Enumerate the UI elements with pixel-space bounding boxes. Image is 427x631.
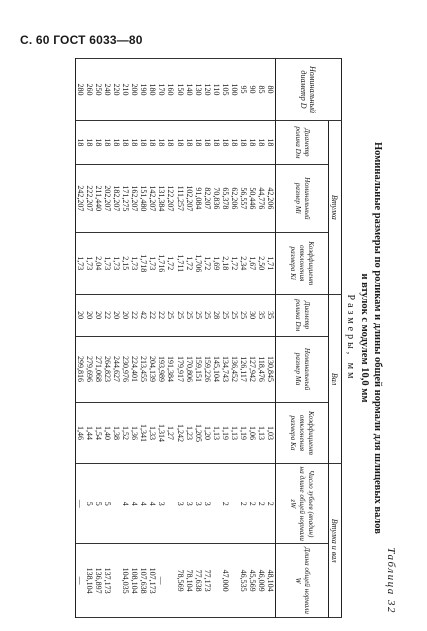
table-cell: 5 <box>103 464 112 544</box>
table-cell: 244,627 <box>112 336 121 402</box>
table-cell: 50,446 <box>248 164 257 232</box>
table-cell: 1,73 <box>130 232 139 294</box>
table-cell: 77,173 <box>203 544 212 618</box>
table-cell: 1,73 <box>85 232 94 294</box>
table-cell: 78,569 <box>175 544 184 618</box>
table-cell: 242,207 <box>75 164 85 232</box>
table-cell <box>212 544 221 618</box>
table-cell: 18 <box>148 120 157 164</box>
table-row <box>75 59 85 618</box>
table-cell: 151,480 <box>139 164 148 232</box>
table-cell: 82,207 <box>203 164 212 232</box>
table-cell: 1,706 <box>194 232 203 294</box>
col-normal-length: Длина общей нормали W <box>276 544 329 618</box>
col-coef-shaft: Коэффициент отклонения размера Ka <box>276 402 329 464</box>
table-cell: 1,36 <box>130 402 139 464</box>
col-roller-d-shaft: Диаметр ролика Dм <box>276 294 329 336</box>
table-cell: 1,72 <box>203 232 212 294</box>
table-cell: 18 <box>85 120 94 164</box>
table-cell: 1,19 <box>221 402 230 464</box>
table-cell: 18 <box>248 120 257 164</box>
table-cell: 134,743 <box>221 336 230 402</box>
table-cell: 1,13 <box>212 402 221 464</box>
table-cell: 5 <box>94 464 103 544</box>
table-row <box>203 59 212 618</box>
table-cell: 80 <box>266 59 276 121</box>
table-cell: 150 <box>175 59 184 121</box>
table-cell: 104,035 <box>121 544 130 618</box>
table-row <box>266 59 276 618</box>
table-cell: 18 <box>230 120 239 164</box>
table-cell: 107,638 <box>139 544 148 618</box>
table-cell: 1,23 <box>185 402 194 464</box>
dimensions-table <box>75 58 342 618</box>
table-cell: 1,72 <box>185 232 194 294</box>
table-cell: 20 <box>112 294 121 336</box>
table-cell: 126,117 <box>239 336 248 402</box>
table-cell: 44,776 <box>257 164 266 232</box>
table-cell: 1,33 <box>148 402 157 464</box>
table-row <box>194 59 203 618</box>
table-cell: 18 <box>103 120 112 164</box>
table-row <box>157 59 166 618</box>
table-cell: 2 <box>266 464 276 544</box>
table-cell: 18 <box>221 120 230 164</box>
table-cell: 220 <box>112 59 121 121</box>
table-row <box>166 59 175 618</box>
table-row <box>175 59 184 618</box>
table-cell: 159,226 <box>203 336 212 402</box>
table-cell <box>112 544 121 618</box>
table-cell: 131,384 <box>157 164 166 232</box>
table-cell: 140 <box>185 59 194 121</box>
table-cell: 18 <box>94 120 103 164</box>
table-cell: 145,104 <box>212 336 221 402</box>
table-cell: 62,206 <box>230 164 239 232</box>
table-cell: 1,13 <box>257 402 266 464</box>
table-cell: 2,34 <box>239 232 248 294</box>
table-cell: 20 <box>75 294 85 336</box>
table-cell: 2,50 <box>257 232 266 294</box>
table-cell: 136,452 <box>230 336 239 402</box>
table-cell: 18 <box>130 120 139 164</box>
table-cell: — <box>75 464 85 544</box>
table-cell: 2 <box>221 464 230 544</box>
table-cell: 18 <box>212 120 221 164</box>
table-cell: 18 <box>266 120 276 164</box>
table-cell: 110 <box>212 59 221 121</box>
table-cell: 85 <box>257 59 266 121</box>
table-cell: 1,20 <box>203 402 212 464</box>
table-cell: 25 <box>166 294 175 336</box>
table-row <box>94 59 103 618</box>
col-roller-d-bushing: Диаметр ролика Dм <box>276 120 329 164</box>
table-cell: 105 <box>221 59 230 121</box>
table-title-line-1: Номинальные размеры по роликам и длины общей нормали для шлицевых валов <box>372 142 383 534</box>
table-cell: 260 <box>85 59 94 121</box>
table-cell: 179,917 <box>175 336 184 402</box>
table-cell: 22 <box>157 294 166 336</box>
group-bushing: Втулка <box>329 120 342 294</box>
table-cell: 91,084 <box>194 164 203 232</box>
table-row <box>257 59 266 618</box>
table-cell: 224,401 <box>130 336 139 402</box>
table-cell: 18 <box>203 120 212 164</box>
table-cell: 90 <box>248 59 257 121</box>
table-cell: 18 <box>185 120 194 164</box>
table-cell: 1,73 <box>103 232 112 294</box>
table-row <box>212 59 221 618</box>
page-header: С. 60 ГОСТ 6033—80 <box>20 33 143 47</box>
table-cell: 122,207 <box>166 164 175 232</box>
table-cell: 18 <box>139 120 148 164</box>
table-cell: 35 <box>266 294 276 336</box>
table-cell: 120 <box>203 59 212 121</box>
table-cell: 18 <box>194 120 203 164</box>
table-cell: 240 <box>103 59 112 121</box>
table-cell: 1,73 <box>148 232 157 294</box>
table-cell: 45,569 <box>248 544 257 618</box>
table-cell: 1,205 <box>194 402 203 464</box>
table-row <box>230 59 239 618</box>
table-cell: 18 <box>112 120 121 164</box>
col-nominal-size-shaft: Номинальный размер Ma <box>276 336 329 402</box>
table-cell: 160 <box>166 59 175 121</box>
table-cell: 25 <box>221 294 230 336</box>
table-cell: 22 <box>130 294 139 336</box>
table-cell: 200 <box>130 59 139 121</box>
table-cell: 3 <box>175 464 184 544</box>
table-cell: 42 <box>139 294 148 336</box>
table-cell: 1,06 <box>248 402 257 464</box>
table-cell: 2,15 <box>121 232 130 294</box>
table-cell: 22 <box>103 294 112 336</box>
table-cell: 271,068 <box>94 336 103 402</box>
table-cell: 3 <box>194 464 203 544</box>
table-cell: 2 <box>239 464 248 544</box>
table-cell: 279,696 <box>85 336 94 402</box>
table-cell: 1,314 <box>157 402 166 464</box>
table-cell: 182,207 <box>112 164 121 232</box>
table-cell: 1,716 <box>157 232 166 294</box>
table-label: Таблица 32 <box>385 547 397 614</box>
table-cell: 28 <box>212 294 221 336</box>
table-cell: 299,816 <box>75 336 85 402</box>
table-cell: 2,18 <box>221 232 230 294</box>
table-cell: 142,207 <box>148 164 157 232</box>
table-cell: 46,009 <box>257 544 266 618</box>
table-cell: 18 <box>75 120 85 164</box>
table-cell: 1,13 <box>230 402 239 464</box>
table-cell: 1,54 <box>94 402 103 464</box>
table-row <box>248 59 257 618</box>
table-cell: 18 <box>166 120 175 164</box>
table-cell: 111,257 <box>175 164 184 232</box>
table-cell: 77,638 <box>194 544 203 618</box>
table-cell: 1,341 <box>139 402 148 464</box>
table-cell: 20 <box>85 294 94 336</box>
table-cell: 102,207 <box>185 164 194 232</box>
table-cell: 3 <box>185 464 194 544</box>
table-cell: 1,67 <box>248 232 257 294</box>
table-cell: 1,19 <box>239 402 248 464</box>
table-cell: 130 <box>194 59 203 121</box>
table-cell: 4 <box>121 464 130 544</box>
table-cell: 1,38 <box>112 402 121 464</box>
table-cell: 25 <box>194 294 203 336</box>
table-cell: 130,845 <box>266 336 276 402</box>
table-cell: 171,275 <box>121 164 130 232</box>
table-cell: 190 <box>139 59 148 121</box>
table-cell: 136,897 <box>94 544 103 618</box>
table-cell: 20 <box>94 294 103 336</box>
table-cell: 230,976 <box>121 336 130 402</box>
table-cell: 107,173 <box>148 544 157 618</box>
table-cell: 70,836 <box>212 164 221 232</box>
table-row <box>103 59 112 618</box>
table-cell <box>166 544 175 618</box>
table-cell: 202,207 <box>103 164 112 232</box>
table-body <box>75 59 275 618</box>
table-cell: 18 <box>175 120 184 164</box>
table-cell <box>230 464 239 544</box>
table-cell: 264,823 <box>103 336 112 402</box>
table-cell: 1,242 <box>175 402 184 464</box>
table-cell: 159,151 <box>194 336 203 402</box>
table-cell: 162,207 <box>130 164 139 232</box>
table-cell: 1,72 <box>230 232 239 294</box>
table-cell: 211,440 <box>94 164 103 232</box>
table-cell: 18 <box>239 120 248 164</box>
table-cell: 20 <box>121 294 130 336</box>
table-cell: 280 <box>75 59 85 121</box>
table-cell: 18 <box>157 120 166 164</box>
table-row <box>121 59 130 618</box>
table-cell: 18 <box>257 120 266 164</box>
table-cell <box>112 464 121 544</box>
table-cell: 1,40 <box>103 402 112 464</box>
table-cell: 108,104 <box>130 544 139 618</box>
table-cell: 1,52 <box>121 402 130 464</box>
table-cell: 118,476 <box>257 336 266 402</box>
table-cell: 3 <box>157 464 166 544</box>
table-title-line-2: и втулок с модулем 10,0 мм <box>359 273 370 403</box>
table-cell: 2,04 <box>94 232 103 294</box>
table-cell: 250 <box>94 59 103 121</box>
table-cell: 4 <box>139 464 148 544</box>
table-cell: 193,989 <box>157 336 166 402</box>
table-cell: — <box>75 544 85 618</box>
table-cell: 48,104 <box>266 544 276 618</box>
table-cell: 25 <box>175 294 184 336</box>
table-cell: 22 <box>148 294 157 336</box>
table-cell: 213,455 <box>139 336 148 402</box>
table-cell: 1,71 <box>266 232 276 294</box>
table-row <box>148 59 157 618</box>
table-cell: 127,942 <box>248 336 257 402</box>
table-cell: 25 <box>230 294 239 336</box>
group-shaft: Вал <box>329 294 342 464</box>
table-cell: 25 <box>203 294 212 336</box>
table-row <box>185 59 194 618</box>
table-cell: 65,378 <box>221 164 230 232</box>
table-cell: 25 <box>239 294 248 336</box>
table-cell: 5 <box>85 464 94 544</box>
table-cell: 47,000 <box>221 544 230 618</box>
table-cell: 1,27 <box>166 402 175 464</box>
table-cell <box>212 464 221 544</box>
table-row <box>85 59 94 618</box>
table-cell: 25 <box>185 294 194 336</box>
table-row <box>130 59 139 618</box>
table-cell: 46,535 <box>239 544 248 618</box>
table-cell: 1,69 <box>212 232 221 294</box>
table-cell: 42,206 <box>266 164 276 232</box>
table-cell: 3 <box>203 464 212 544</box>
table-row <box>112 59 121 618</box>
table-cell: 138,104 <box>85 544 94 618</box>
table-cell <box>166 464 175 544</box>
rotated-table-page <box>20 58 400 618</box>
table-cell: 2 <box>257 464 266 544</box>
table-cell: 1,03 <box>266 402 276 464</box>
table-cell: 78,104 <box>185 544 194 618</box>
col-teeth-count: Число зубьев (впадин) на длине общей нормали zW <box>276 464 329 544</box>
table-cell: 1,73 <box>75 232 85 294</box>
table-cell <box>230 544 239 618</box>
table-cell: 100 <box>230 59 239 121</box>
table-cell: 4 <box>148 464 157 544</box>
table-cell: 18 <box>121 120 130 164</box>
col-nominal-size-bushing: Номинальный размер Mi <box>276 164 329 232</box>
units-line: Размеры, мм <box>345 294 356 382</box>
table-cell: — <box>157 544 166 618</box>
table-cell: 1,73 <box>112 232 121 294</box>
table-cell: 2 <box>248 464 257 544</box>
table-cell: 180 <box>148 59 157 121</box>
col-coef-bushing: Коэффициент отклонения размера Ki <box>276 232 329 294</box>
table-cell: 222,207 <box>85 164 94 232</box>
table-cell: 1,46 <box>75 402 85 464</box>
table-cell: 210 <box>121 59 130 121</box>
table-cell: 4 <box>130 464 139 544</box>
table-cell: 1,711 <box>175 232 184 294</box>
table-cell: 1,72 <box>166 232 175 294</box>
table-cell: 1,44 <box>85 402 94 464</box>
table-cell: 30 <box>248 294 257 336</box>
table-cell: 35 <box>257 294 266 336</box>
table-row <box>139 59 148 618</box>
table-cell: 204,139 <box>148 336 157 402</box>
table-cell: 56,557 <box>239 164 248 232</box>
table-cell: 95 <box>239 59 248 121</box>
col-nominal-diameter: Номинальный диаметр D <box>276 59 342 121</box>
table-cell: 137,173 <box>103 544 112 618</box>
table-cell: 170,806 <box>185 336 194 402</box>
table-row <box>239 59 248 618</box>
table-cell: 1,718 <box>139 232 148 294</box>
table-cell: 170 <box>157 59 166 121</box>
group-bushing-shaft: Втулка и вал <box>329 464 342 618</box>
table-cell: 191,384 <box>166 336 175 402</box>
table-row <box>221 59 230 618</box>
